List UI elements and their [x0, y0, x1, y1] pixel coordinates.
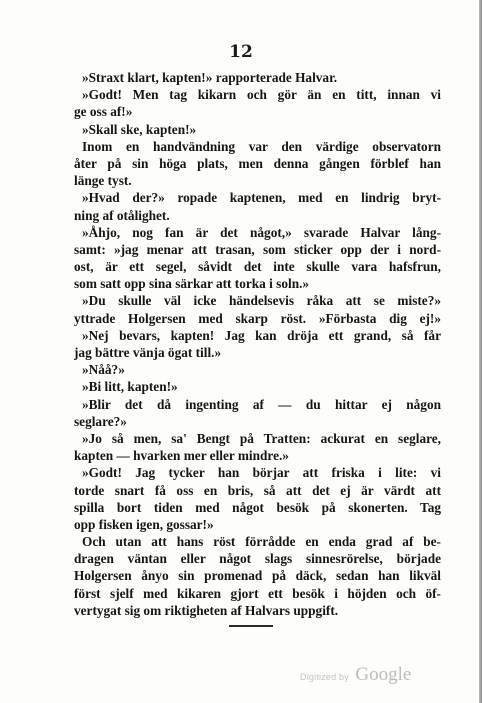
text-line: kapten — hvarken mer eller mindre.»: [74, 448, 289, 464]
text-line: samt: »jag menar att trasan, som sticker opp der i nord-: [74, 241, 441, 257]
watermark-prefix: Digitized by: [300, 672, 349, 682]
text-line: Och utan att hans röst förrådde en enda grad af be-: [82, 534, 441, 550]
text-line: »Nåå?»: [82, 362, 125, 378]
text-line: yttrade Holgersen med skarp röst. »Förbasta dig ej!»: [74, 310, 441, 326]
text-line: »Skall ske, kapten!»: [82, 121, 197, 137]
text-line: jag bättre vänja ögat till.»: [74, 345, 222, 360]
digitized-watermark: [300, 664, 411, 686]
text-line: spilla bort tiden med något besök på skonerten. Tag: [74, 499, 441, 515]
text-line: dragen väntan eller något slags sinnesrörelse, började: [74, 551, 441, 567]
text-line: ge oss af!»: [74, 104, 133, 120]
text-line: »Blir det då ingenting af — du hittar ej någon: [82, 396, 441, 412]
text-line: »Jo så men, sa' Bengt på Tratten: ackurat en seglare,: [82, 430, 441, 446]
text-line: »Godt! Jag tycker han börjar att friska i lite: vi: [82, 465, 441, 481]
page-number: 12: [229, 42, 253, 62]
text-line: länge tyst.: [74, 173, 132, 189]
text-line: »Åhjo, nog fan är det något,» svarade Halvar lång-: [82, 224, 441, 240]
end-rule: [229, 625, 273, 627]
text-line: »Bi litt, kapten!»: [82, 379, 178, 395]
text-line: vertygat sig om riktigheten af Halvars uppgift.: [74, 602, 339, 618]
text-line: som satt opp sina särkar att torka i soln.»: [74, 276, 310, 292]
google-logo: Google: [355, 664, 412, 685]
text-line: »Du skulle väl icke händelsevis råka att se miste?»: [82, 293, 441, 309]
text-line: »Godt! Men tag kikarn och gör än en titt, innan vi: [82, 87, 441, 103]
text-line: »Straxt klart, kapten!» rapporterade Halvar.: [82, 70, 338, 85]
text-line: först sjelf med kikaren gjort ett besök i höjden och öf-: [74, 585, 441, 601]
text-line: seglare?»: [74, 413, 127, 429]
text-line: ost, är ett segel, såvidt det inte skulle vara hafsfrun,: [74, 259, 441, 275]
text-line: opp fisken igen, gossar!»: [74, 516, 214, 532]
text-line: Holgersen ånyo sin promenad på däck, sedan han likväl: [74, 568, 441, 584]
text-line: torde snart få oss en bris, så att det ej är värdt att: [74, 482, 441, 498]
text-line: Inom en handvändning var den värdige observatorn: [82, 138, 441, 154]
text-line: ning af otålighet.: [74, 207, 170, 223]
text-line: »Nej bevars, kapten! Jag kan dröja ett grand, så får: [82, 327, 441, 343]
text-line: åter på sin höga plats, men denna gången förblef han: [74, 155, 441, 171]
body-text: [74, 69, 441, 619]
text-line: »Hvad der?» ropade kaptenen, med en lindrig bryt-: [82, 190, 441, 206]
